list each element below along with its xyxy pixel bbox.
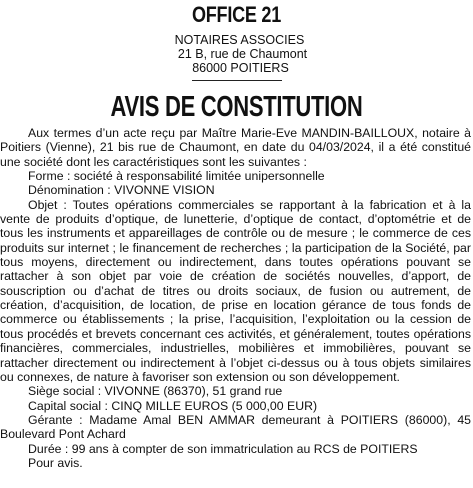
denomination-paragraph: Dénomination : VIVONNE VISION [28, 183, 215, 198]
objet-paragraph: Objet : Toutes opérations commerciales se rapportant à la fabrication et à la vente de produits d’optique, de lunetterie, d’optique de contact, d’optométrie et de tous les instruments et appareillages de contrôle ou de mesure ; le commerce de ces produits sur internet ; le financement de recherches ; la participation de la Société, par tous moyens, directement ou indirectement, dans toutes opérations pouvant se rattacher à son objet par voie de création de sociétés nouvelles, d’apport, de souscription ou d’achat de titres ou droits sociaux, de fusion ou autrement, de création, d’acquisition, de location, de prise en location gérance de tous fonds de commerce ou établissements ; la prise, l’acquisition, l’exploitation ou la cession de tous procédés et brevets concernant ces activités, et généralement, toutes opérations financières, commerciales, industrielles, mobilières et immobilières, pouvant se rattacher directement ou indirectement à l’objet ci-dessus ou à tous objets similaires ou connexes, de nature à favoriser son extension ou son développement. [0, 197, 471, 384]
closing-paragraph: Pour avis. [28, 455, 83, 470]
office-name: OFFICE 21 [191, 2, 281, 27]
address-line-2: 21 B, rue de Chaumont [177, 47, 308, 61]
siege-paragraph: Siège social : VIVONNE (86370), 51 grand rue [28, 384, 283, 399]
notice-title: AVIS DE CONSTITUTION [110, 91, 363, 123]
separator-rule [192, 80, 282, 81]
intro-paragraph: Aux termes d’un acte reçu par Maître Marie-Eve MANDIN-BAILLOUX, notaire à Poitiers (Vienne), 21 bis rue de Chaumont, en date du 04/03/2024, il a été constitué une société dont les caractéristiques sont les suivantes : [0, 126, 471, 169]
forme-paragraph: Forme : société à responsabilité limitée unipersonnelle [28, 169, 325, 184]
address-line-3: 86000 POITIERS [192, 61, 289, 75]
duree-paragraph: Durée : 99 ans à compter de son immatriculation au RCS de POITIERS [28, 441, 418, 456]
address-line-1: NOTAIRES ASSOCIES [174, 33, 305, 47]
capital-paragraph: Capital social : CINQ MILLE EUROS (5 000,00 EUR) [28, 398, 318, 413]
notice-body [0, 126, 471, 470]
gerante-paragraph: Gérante : Madame Amal BEN AMMAR demeurant à POITIERS (86000), 45 Boulevard Pont Achard [0, 412, 471, 442]
